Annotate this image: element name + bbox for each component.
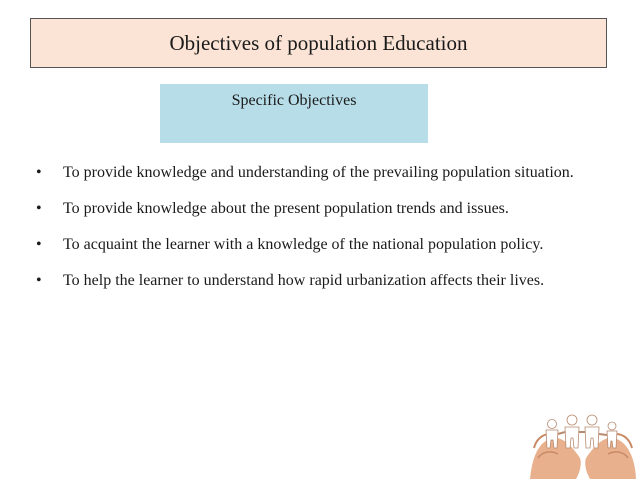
- slide-title-box: [30, 18, 607, 68]
- bullet-icon: •: [36, 164, 42, 181]
- slide-title: Objectives of population Education: [169, 30, 468, 55]
- bullet-icon: •: [36, 272, 42, 289]
- list-item-text: To help the learner to understand how rapid urbanization affects their lives.: [63, 272, 545, 289]
- list-item-text: To provide knowledge and understanding of the prevailing population situation.: [63, 164, 574, 181]
- subtitle: Specific Objectives: [231, 92, 357, 109]
- list-item: [36, 193, 606, 224]
- list-item-text: To acquaint the learner with a knowledge of the national population policy.: [63, 236, 544, 253]
- list-item: [36, 157, 606, 188]
- hands-holding-paper-family-icon: [528, 398, 638, 479]
- list-item-text: To provide knowledge about the present population trends and issues.: [63, 200, 509, 217]
- list-item: [36, 265, 606, 296]
- bullet-icon: •: [36, 200, 42, 217]
- bullet-icon: •: [36, 236, 42, 253]
- list-item: [36, 229, 606, 260]
- objectives-list: [36, 157, 606, 301]
- subtitle-box: [160, 84, 428, 143]
